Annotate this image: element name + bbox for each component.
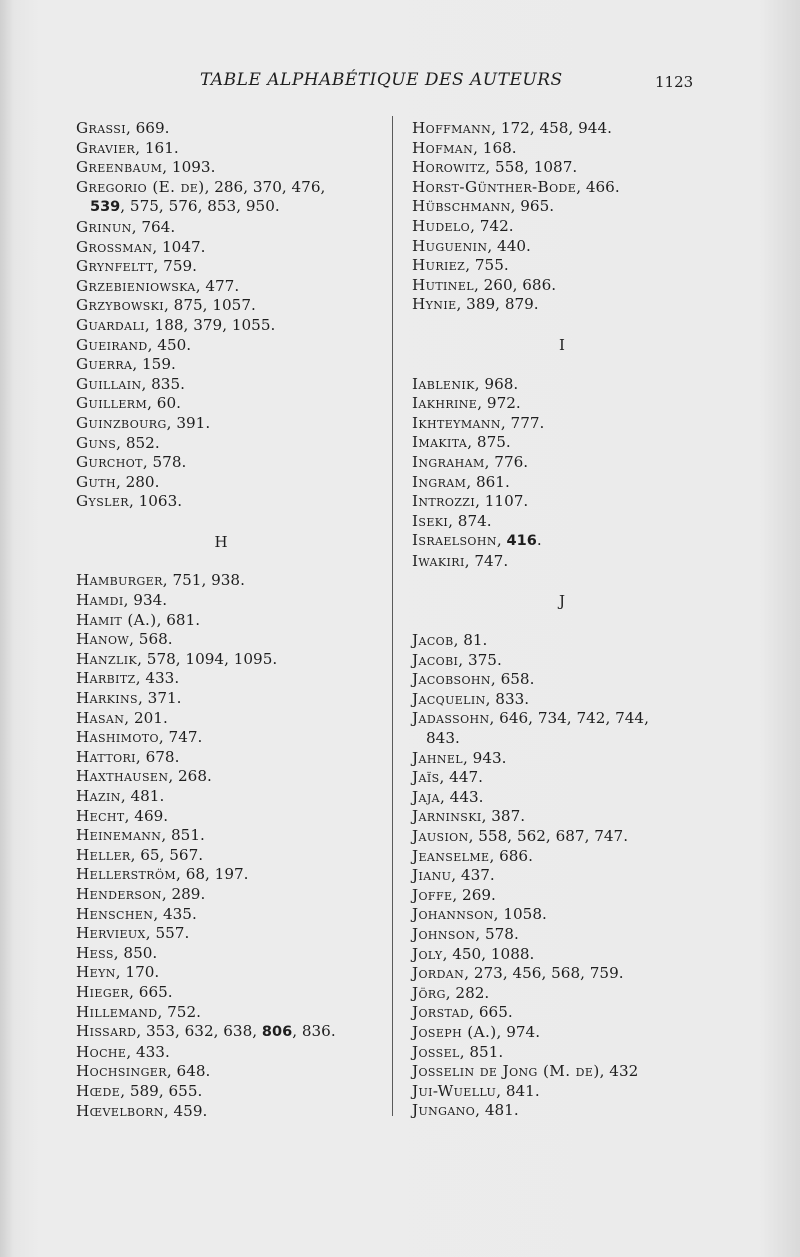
index-entry: [412, 925, 712, 945]
page-references: , 934.: [123, 591, 168, 610]
index-entry: [76, 963, 376, 983]
author-name: Hamdi: [76, 591, 124, 610]
author-name: Hamit (A.): [76, 610, 157, 629]
page-references: , 833.: [485, 689, 530, 708]
index-entry: [412, 847, 712, 867]
page-references: , 568.: [129, 630, 173, 649]
index-entry: [76, 119, 376, 139]
author-name: Israelsohn: [412, 531, 497, 550]
author-name: Hattori: [76, 747, 136, 766]
index-entry: [412, 158, 712, 178]
page-references: , 578, 1094, 1095.: [137, 649, 278, 668]
author-name: Grossman: [76, 237, 153, 256]
index-entry: [412, 552, 712, 572]
page-references: , 435.: [153, 904, 197, 923]
section-letter-h: H: [214, 532, 228, 551]
page-references: , 777.: [500, 413, 545, 432]
page-references: , 742.: [470, 216, 514, 235]
index-entry: [76, 826, 376, 846]
page-references: , 459.: [163, 1101, 208, 1120]
author-name: Johnson: [412, 924, 476, 943]
page-references: , 159.: [132, 355, 176, 374]
index-entry: [412, 237, 712, 257]
author-name: Guinzbourg: [76, 413, 167, 432]
index-entry: [76, 787, 376, 807]
page-references: , 68, 197.: [176, 865, 249, 884]
page-references: , 433.: [135, 669, 180, 688]
index-entry: [76, 865, 376, 885]
page-references: , 747.: [464, 551, 509, 570]
page-references: , 280.: [115, 472, 160, 491]
author-name: Heyn: [76, 963, 116, 982]
index-entry: [412, 670, 712, 690]
trailing-references: .: [536, 531, 542, 550]
index-entry: [412, 1062, 712, 1082]
author-name: Gravier: [76, 138, 136, 157]
author-name: Ikhteymann: [412, 413, 501, 432]
page-references: , 841.: [496, 1081, 540, 1100]
index-entry: [76, 336, 376, 356]
author-name: Hœde: [76, 1081, 121, 1100]
section-letter-j: J: [558, 592, 565, 611]
author-name: Hamburger: [76, 571, 163, 590]
author-name: Jaja: [412, 787, 440, 806]
index-entry: [412, 788, 712, 808]
j-entries: [412, 631, 712, 1121]
author-name: Huguenin: [412, 236, 488, 255]
author-name: Hofman: [412, 138, 474, 157]
page-references: , 851.: [161, 826, 205, 845]
page-references: , 665.: [469, 1003, 513, 1022]
author-name: Gysler: [76, 492, 129, 511]
page-number: 1123: [655, 73, 694, 91]
index-entry: [76, 669, 376, 689]
author-name: Iablenik: [412, 374, 475, 393]
author-name: Hess: [76, 943, 114, 962]
index-entry: [76, 1022, 376, 1043]
author-name: Jacobsohn: [412, 670, 491, 689]
page-references: , 282.: [445, 983, 490, 1002]
index-entry: [76, 355, 376, 375]
author-name: Iakhrine: [412, 394, 478, 413]
author-name: Ingram: [412, 472, 467, 491]
index-entry: [412, 433, 712, 453]
author-name: Hœvelborn: [76, 1101, 164, 1120]
author-name: Jörg: [412, 983, 446, 1002]
index-entry: [412, 1101, 712, 1121]
page-references: , 481.: [120, 787, 165, 805]
index-entry: [76, 257, 376, 277]
page-references: , 658.: [490, 670, 535, 689]
author-name: Jeanselme: [412, 846, 490, 865]
index-entry: [412, 256, 712, 276]
index-entry: [76, 709, 376, 729]
i-entries: [412, 375, 712, 572]
page-references: , 443.: [440, 787, 484, 806]
author-name: Johannson: [412, 905, 494, 924]
page-references: , 686.: [489, 846, 533, 865]
index-entry: [412, 984, 712, 1004]
author-name: Jausion: [412, 827, 469, 845]
page-references: , 201.: [124, 708, 168, 727]
page-references: , 875, 1057.: [164, 296, 256, 315]
author-name: Harbitz: [76, 669, 136, 688]
index-entry: [76, 1043, 376, 1063]
author-name: Harkins: [76, 689, 138, 708]
index-entry: [76, 139, 376, 159]
page-references: , 450.: [147, 335, 192, 354]
page-references: , 481.: [475, 1101, 519, 1120]
page-references: , 81.: [453, 631, 488, 650]
index-entry: [412, 1023, 712, 1043]
index-entry: [76, 944, 376, 964]
page-references: , 447.: [439, 768, 483, 787]
author-name: Jorstad: [412, 1003, 470, 1022]
index-entry: [76, 492, 376, 512]
index-entry: [412, 690, 712, 710]
page-references: , 851.: [459, 1042, 504, 1061]
page-references: , 371.: [138, 689, 182, 708]
main-reference: 806: [261, 1024, 293, 1041]
author-name: Hecht: [76, 806, 125, 825]
page-references: , 835.: [141, 374, 185, 393]
page-references: , 861.: [466, 472, 510, 491]
page-references: , 972.: [477, 394, 521, 413]
author-name: Hanzlik: [76, 649, 138, 668]
page-references: , 172, 458, 944.: [491, 119, 612, 137]
author-name: Huriez: [412, 256, 466, 275]
column-divider: [392, 116, 393, 1116]
author-name: Hieger: [76, 982, 130, 1001]
index-entry: [412, 394, 712, 414]
page-references: , 391.: [166, 413, 211, 432]
author-name: Henschen: [76, 904, 154, 923]
index-entry: [76, 178, 376, 218]
author-name: Hutinel: [412, 275, 474, 294]
index-entry: [412, 709, 712, 748]
author-name: Iseki: [412, 511, 449, 530]
page-references: , 286, 370, 476,: [204, 177, 326, 196]
page-references: , 260, 686.: [473, 275, 557, 294]
g-entries: [76, 119, 376, 512]
main-reference: 539: [90, 199, 121, 216]
entry-continuation: 843.: [426, 729, 460, 748]
page-references: , 943.: [463, 748, 507, 767]
index-entry: [76, 611, 376, 631]
page-references: , 558, 562, 687, 747.: [468, 827, 629, 845]
index-entry: [412, 905, 712, 925]
author-name: Jacobi: [412, 650, 459, 669]
page-references: , 874.: [448, 511, 492, 530]
running-header: [0, 70, 800, 96]
page-references: , 776.: [484, 452, 529, 471]
index-entry: [76, 983, 376, 1003]
left-column: [76, 119, 376, 1121]
author-name: Jordan: [412, 964, 465, 983]
index-entry: [76, 375, 376, 395]
index-entry: [412, 453, 712, 473]
author-name: Iwakiri: [412, 551, 465, 570]
page-references: , 466.: [576, 177, 620, 196]
index-entry: [412, 492, 712, 512]
index-entry: [412, 651, 712, 671]
index-entry: [412, 295, 712, 315]
author-name: Hillemand: [76, 1002, 158, 1021]
page-references: , 1063.: [128, 492, 183, 511]
index-entry: [76, 1102, 376, 1122]
page-references: , 589, 655.: [120, 1081, 203, 1100]
index-entry: [76, 571, 376, 591]
index-entry: [412, 119, 712, 139]
index-entry: [412, 768, 712, 788]
index-entry: [412, 749, 712, 769]
author-name: Jahnel: [412, 748, 463, 767]
author-name: Jacob: [412, 631, 454, 650]
author-name: Jadassohn: [412, 709, 490, 728]
author-name: Hervieux: [76, 924, 146, 943]
main-reference: 416: [506, 533, 537, 550]
author-name: Hashimoto: [76, 728, 159, 747]
index-entry: [76, 218, 376, 238]
author-name: Joffe: [412, 885, 453, 904]
author-name: Josselin de Jong (M. de): [412, 1062, 600, 1081]
author-name: Heller: [76, 845, 131, 864]
index-entry: [76, 885, 376, 905]
page-references: ,: [496, 531, 502, 550]
index-entry: [412, 1043, 712, 1063]
page-references: , 755.: [465, 256, 509, 275]
page-references: , 477.: [195, 276, 240, 295]
index-entry: [76, 728, 376, 748]
page-references: , 437.: [451, 866, 495, 885]
index-entry: [412, 197, 712, 217]
index-entry: [412, 531, 712, 552]
index-entry: [412, 1082, 712, 1102]
author-name: Grinun: [76, 217, 132, 236]
author-name: Hübschmann: [412, 197, 511, 216]
section-letter-i: I: [559, 335, 565, 354]
index-entry: [76, 473, 376, 493]
index-entry: [76, 807, 376, 827]
index-entry: [76, 453, 376, 473]
index-entry: [76, 689, 376, 709]
author-name: Hochsinger: [76, 1062, 167, 1081]
index-entry: [76, 238, 376, 258]
index-entry: [76, 316, 376, 336]
author-name: Grynfeltt: [76, 257, 154, 276]
author-name: Hoffmann: [412, 119, 492, 137]
author-name: Jungano: [412, 1101, 476, 1120]
author-name: Grzybowski: [76, 296, 165, 315]
entry-continuation: [76, 197, 376, 218]
index-entry: [76, 748, 376, 768]
index-entry: [76, 905, 376, 925]
author-name: Haxthausen: [76, 767, 169, 786]
page-references: , 747.: [158, 728, 203, 747]
page-references: , 669.: [125, 119, 170, 137]
index-entry: [412, 827, 712, 847]
author-name: Hazin: [76, 787, 121, 805]
index-entry: [412, 414, 712, 434]
author-name: Joly: [412, 944, 443, 963]
author-name: Jacquelin: [412, 689, 486, 708]
author-name: Guth: [76, 472, 116, 491]
index-entry: [412, 807, 712, 827]
page-references: , 65, 567.: [130, 845, 204, 864]
page-references: , 648.: [166, 1062, 211, 1081]
page-references: , 751, 938.: [162, 571, 245, 590]
author-name: Gurchot: [76, 453, 143, 472]
h-entries: [76, 571, 376, 1121]
h-entries-continued: [412, 119, 712, 315]
page-references: , 965.: [510, 197, 555, 216]
index-entry: [412, 631, 712, 651]
page-references: , 678.: [135, 747, 180, 766]
page-references: , 578.: [142, 453, 187, 472]
page-title: TABLE ALPHABÉTIQUE DES AUTEURS: [200, 70, 563, 90]
index-entry: [412, 139, 712, 159]
page-references: , 375.: [458, 650, 502, 669]
page-references: , 557.: [145, 924, 190, 943]
page-references: , 289.: [161, 884, 206, 903]
author-name: Heinemann: [76, 826, 162, 845]
author-name: Imakita: [412, 433, 468, 452]
author-name: Jaïs: [412, 768, 440, 787]
index-entry: [76, 767, 376, 787]
page-references: , 875.: [467, 433, 511, 452]
index-entry: [76, 277, 376, 297]
author-name: Greenbaum: [76, 158, 163, 177]
index-entry: [76, 158, 376, 178]
page-references: , 269.: [452, 885, 496, 904]
author-name: Jossel: [412, 1042, 460, 1061]
page-references: , 646, 734, 742, 744,: [489, 709, 649, 728]
index-entry: [412, 217, 712, 237]
index-entry: [76, 591, 376, 611]
continuation-references: , 575, 576, 853, 950.: [120, 197, 280, 216]
author-name: Introzzi: [412, 492, 476, 511]
index-entry: [412, 178, 712, 198]
index-entry: [412, 886, 712, 906]
index-entry: [412, 964, 712, 984]
index-entry: [76, 394, 376, 414]
author-name: Gregorio (E. de): [76, 177, 205, 196]
author-name: Guns: [76, 433, 117, 452]
page-references: , 188, 379, 1055.: [144, 315, 276, 334]
author-name: Guerra: [76, 355, 133, 374]
author-name: Joseph (A.): [412, 1022, 497, 1041]
author-name: Jui-Wuellu: [412, 1081, 497, 1100]
page-references: , 469.: [124, 806, 169, 825]
page-references: , 389, 879.: [456, 295, 539, 314]
author-name: Hudelo: [412, 216, 471, 235]
index-entry: [412, 375, 712, 395]
page-references: , 764.: [131, 217, 176, 236]
page-references: , 433.: [126, 1042, 170, 1061]
author-name: Jianu: [412, 866, 452, 885]
index-entry: [76, 650, 376, 670]
author-name: Horowitz: [412, 158, 486, 177]
author-name: Guardali: [76, 315, 145, 334]
page-references: , 968.: [474, 374, 519, 393]
index-entry: [412, 276, 712, 296]
index-entry: [412, 945, 712, 965]
page-references: , 161.: [135, 138, 179, 157]
author-name: Grzebieniowska: [76, 276, 196, 295]
page-references: , 681.: [156, 610, 201, 629]
index-entry: [76, 630, 376, 650]
index-entry: [412, 512, 712, 532]
page-references: , 850.: [113, 943, 158, 962]
page-references: , 450, 1088.: [442, 944, 535, 963]
index-entry: [412, 473, 712, 493]
page-references: , 440.: [487, 236, 531, 255]
index-entry: [76, 414, 376, 434]
trailing-references: , 836.: [292, 1022, 336, 1041]
author-name: Hoche: [76, 1042, 127, 1061]
page-references: , 273, 456, 568, 759.: [464, 964, 624, 983]
author-name: Jarninski: [412, 807, 482, 826]
page-references: , 432: [599, 1062, 639, 1081]
author-name: Hanow: [76, 630, 130, 649]
index-entry: [76, 1003, 376, 1023]
page-references: , 1093.: [162, 158, 216, 177]
author-name: Hynie: [412, 295, 457, 314]
page-references: , 1107.: [475, 492, 529, 511]
page-references: , 665.: [129, 982, 173, 1001]
author-name: Hissard: [76, 1022, 137, 1041]
index-entry: [412, 1003, 712, 1023]
author-name: Ingraham: [412, 452, 485, 471]
page-references: , 353, 632, 638,: [136, 1022, 258, 1041]
author-name: Gueirand: [76, 335, 148, 354]
author-name: Hellerström: [76, 865, 177, 884]
index-entry: [76, 846, 376, 866]
page-references: , 268.: [168, 767, 212, 786]
page-references: , 387.: [481, 807, 526, 826]
author-name: Grassi: [76, 119, 126, 137]
author-name: Hasan: [76, 708, 125, 727]
page-references: , 558, 1087.: [485, 158, 578, 177]
page-references: , 170.: [115, 963, 160, 982]
page-references: , 578.: [475, 924, 519, 943]
author-name: Horst-Günther-Bode: [412, 177, 577, 196]
page-references: , 168.: [473, 138, 517, 157]
page-references: , 1058.: [493, 905, 547, 924]
index-entry: [76, 1062, 376, 1082]
author-name: Guillerm: [76, 394, 148, 413]
index-entry: [76, 434, 376, 454]
right-column: [412, 119, 712, 1121]
author-name: Guillain: [76, 374, 142, 393]
index-entry: [76, 296, 376, 316]
page-references: , 60.: [147, 394, 181, 413]
index-entry: [76, 1082, 376, 1102]
page-references: , 759.: [153, 257, 197, 276]
page-references: , 1047.: [152, 237, 206, 256]
page-references: , 852.: [116, 433, 160, 452]
index-entry: [76, 924, 376, 944]
page-references: , 974.: [496, 1022, 541, 1041]
page-references: , 752.: [157, 1002, 201, 1021]
author-name: Henderson: [76, 884, 162, 903]
index-entry: [412, 866, 712, 886]
